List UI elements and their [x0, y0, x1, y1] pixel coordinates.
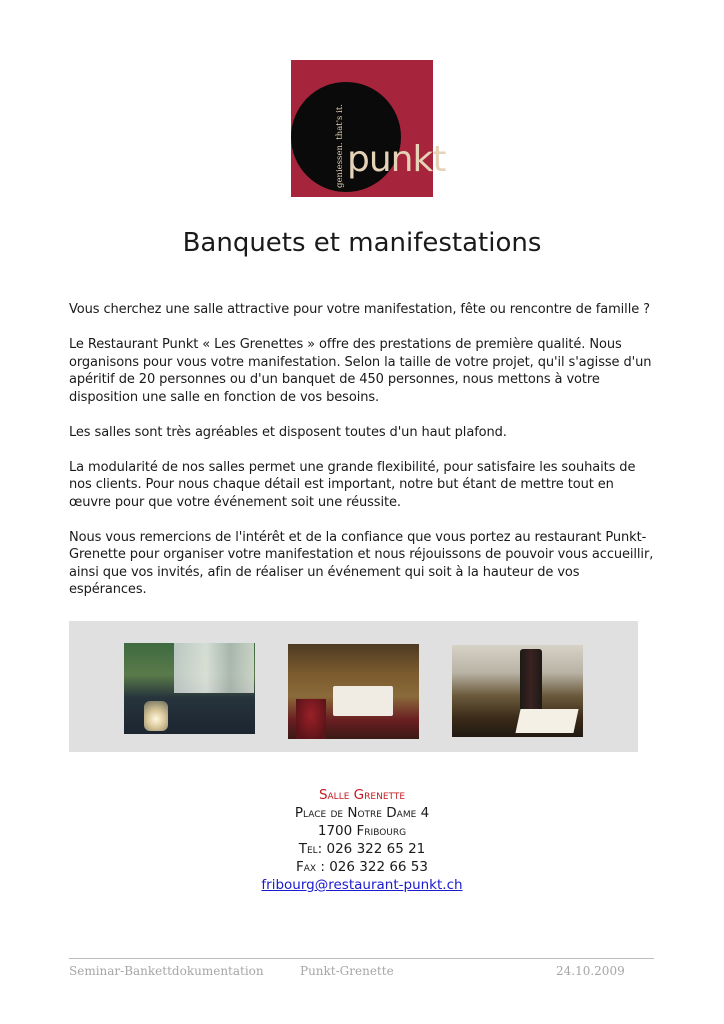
paragraph-rooms: Les salles sont très agréables et disposent toutes d'un haut plafond. [69, 424, 507, 440]
contact-address: Place de Notre Dame 4 [294, 805, 430, 821]
footer-right: 24.10.2009 [556, 964, 625, 978]
page-title: Banquets et manifestations [182, 228, 542, 258]
photo-lounge [124, 643, 255, 734]
footer-left: Seminar-Bankettdokumentation [69, 964, 264, 978]
punkt-logo [291, 60, 446, 197]
paragraph-intro: Vous cherchez une salle attractive pour votre manifestation, fête ou rencontre de famille ? [69, 302, 650, 317]
contact-tel: Tel: 026 322 65 21 [298, 841, 426, 857]
photo-strip [69, 621, 638, 752]
contact-email-link[interactable]: fribourg@restaurant-punkt.ch [261, 877, 463, 893]
photo-wine-bar [452, 645, 583, 737]
body-text [69, 301, 659, 616]
contact-city: 1700 Fribourg [317, 823, 407, 839]
photo-banquet-hall [288, 644, 419, 739]
footer-divider [69, 958, 654, 959]
logo-tagline: geniessen. that's it. [335, 104, 345, 188]
contact-fax: Fax : 026 322 66 53 [296, 859, 428, 875]
contact-block [0, 786, 724, 894]
paragraph-offer: Le Restaurant Punkt « Les Grenettes » offre des prestations de première qualité. Nous organisons pour vous votre manifestation. Selon la taille de votre projet, qu'il s'agisse d'un apéritif de 20 personnes ou d'un banquet de 450 personnes, nous mettons à votre disposition une salle en fonction de vos besoins. [69, 337, 652, 405]
contact-salle: Salle Grenette [318, 787, 406, 803]
logo-wordmark: punkt [347, 139, 446, 180]
paragraph-modularity: La modularité de nos salles permet une grande flexibilité, pour satisfaire les souhaits de nos clients. Pour nous chaque détail est important, notre but étant de mettre tout en œuvre pour que votre événement soit une réussite. [69, 459, 636, 510]
paragraph-thanks: Nous vous remercions de l'intérêt et de la confiance que vous portez au restaurant Punkt-Grenette pour organiser votre manifestation et nous réjouissons de pouvoir vous accueillir, ainsi que vos invités, afin de réaliser un événement qui soit à la hauteur de vos espérances. [69, 529, 654, 597]
footer-center: Punkt-Grenette [300, 964, 394, 978]
